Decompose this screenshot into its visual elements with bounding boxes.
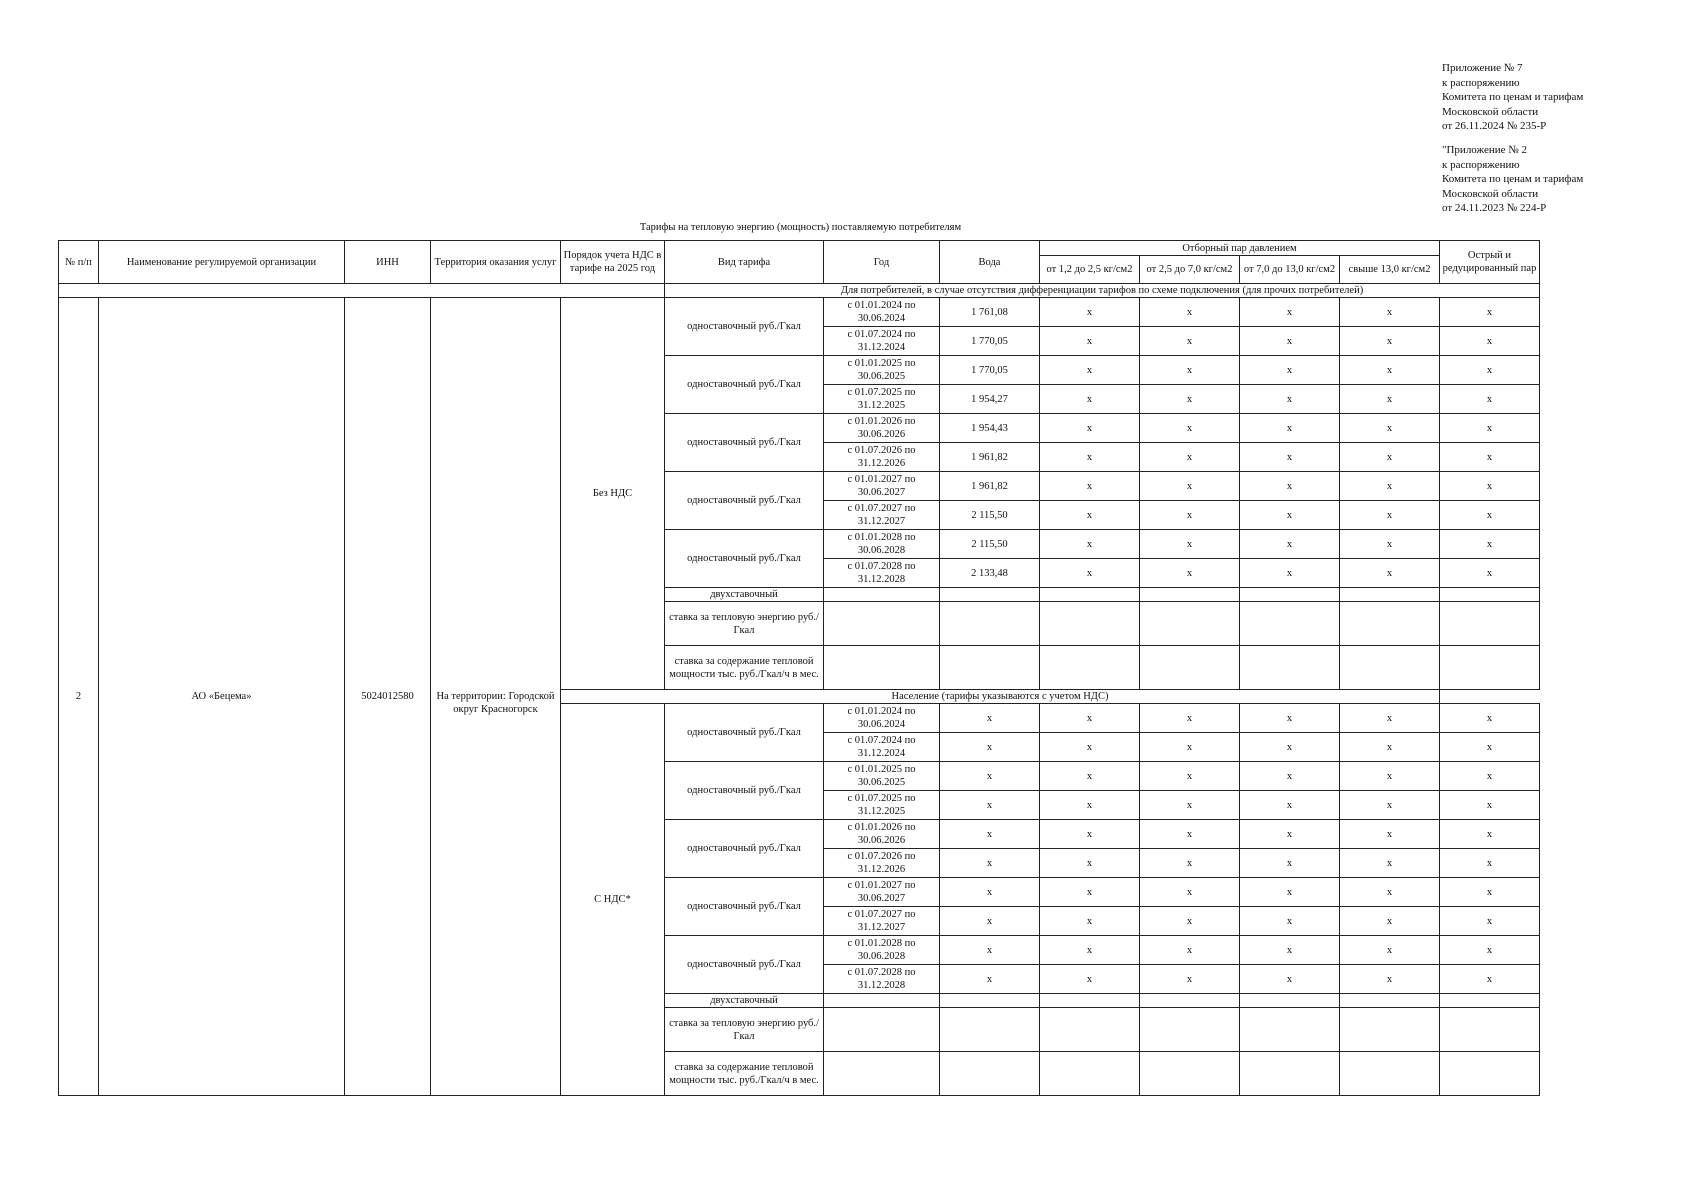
period: с 01.01.2027 по 30.06.2027 bbox=[824, 472, 940, 501]
empty-cell bbox=[1140, 646, 1240, 690]
steam-tariff: x bbox=[1240, 936, 1340, 965]
steam-tariff: x bbox=[1240, 965, 1340, 994]
table-body bbox=[59, 241, 1540, 1096]
steam-tariff: x bbox=[1040, 385, 1140, 414]
tariff-type: одноставочный руб./Гкал bbox=[665, 356, 824, 414]
empty-cell bbox=[1140, 1052, 1240, 1096]
steam-tariff: x bbox=[1240, 385, 1340, 414]
steam-tariff: x bbox=[1440, 559, 1540, 588]
period: с 01.01.2025 по 30.06.2025 bbox=[824, 762, 940, 791]
steam-tariff: x bbox=[1440, 530, 1540, 559]
steam-tariff: x bbox=[1440, 704, 1540, 733]
section-heading: Для потребителей, в случае отсутствия дифференциации тарифов по схеме подключения (для прочих потребителей) bbox=[665, 284, 1540, 298]
steam-tariff: x bbox=[1240, 849, 1340, 878]
steam-tariff: x bbox=[1440, 791, 1540, 820]
steam-tariff: x bbox=[1440, 907, 1540, 936]
empty-cell bbox=[940, 588, 1040, 602]
steam-tariff: x bbox=[1340, 356, 1440, 385]
empty-cell bbox=[1140, 1008, 1240, 1052]
period: с 01.07.2025 по 31.12.2025 bbox=[824, 385, 940, 414]
capacity-rate-label: ставка за содержание тепловой мощности тыс. руб./Гкал/ч в мес. bbox=[665, 646, 824, 690]
col-header-steam-group: Отборный пар давлением bbox=[1040, 241, 1440, 256]
steam-tariff: x bbox=[1040, 356, 1140, 385]
steam-tariff: x bbox=[1140, 530, 1240, 559]
steam-tariff: x bbox=[1140, 327, 1240, 356]
steam-tariff: x bbox=[1040, 559, 1140, 588]
header-row bbox=[59, 241, 1540, 256]
col-header-steam-2: от 2,5 до 7,0 кг/см2 bbox=[1140, 256, 1240, 284]
steam-tariff: x bbox=[1340, 327, 1440, 356]
steam-tariff: x bbox=[1340, 501, 1440, 530]
steam-tariff: x bbox=[1040, 762, 1140, 791]
period: с 01.01.2025 по 30.06.2025 bbox=[824, 356, 940, 385]
water-tariff: 2 115,50 bbox=[940, 530, 1040, 559]
steam-tariff: x bbox=[1140, 878, 1240, 907]
water-tariff: x bbox=[940, 936, 1040, 965]
col-header-sharp-steam: Острый и редуцированный пар bbox=[1440, 241, 1540, 284]
steam-tariff: x bbox=[1040, 298, 1140, 327]
col-header-steam-3: от 7,0 до 13,0 кг/см2 bbox=[1240, 256, 1340, 284]
tariff-type: одноставочный руб./Гкал bbox=[665, 414, 824, 472]
steam-tariff: x bbox=[1040, 936, 1140, 965]
steam-tariff: x bbox=[1440, 385, 1540, 414]
org-name: АО «Бецема» bbox=[99, 298, 345, 1096]
capacity-rate-label: ставка за содержание тепловой мощности тыс. руб./Гкал/ч в мес. bbox=[665, 1052, 824, 1096]
water-tariff: 1 954,27 bbox=[940, 385, 1040, 414]
steam-tariff: x bbox=[1340, 791, 1440, 820]
empty-cell bbox=[824, 588, 940, 602]
period: с 01.07.2028 по 31.12.2028 bbox=[824, 965, 940, 994]
steam-tariff: x bbox=[1140, 501, 1240, 530]
steam-tariff: x bbox=[1340, 472, 1440, 501]
empty-cell bbox=[940, 1052, 1040, 1096]
empty-cell bbox=[1240, 602, 1340, 646]
steam-tariff: x bbox=[1240, 501, 1340, 530]
steam-tariff: x bbox=[1340, 878, 1440, 907]
period: с 01.01.2027 по 30.06.2027 bbox=[824, 878, 940, 907]
steam-tariff: x bbox=[1240, 704, 1340, 733]
appendix-header bbox=[1442, 61, 1583, 134]
steam-tariff: x bbox=[1040, 849, 1140, 878]
water-tariff: x bbox=[940, 791, 1040, 820]
period: с 01.07.2024 по 31.12.2024 bbox=[824, 733, 940, 762]
period: с 01.01.2026 по 30.06.2026 bbox=[824, 414, 940, 443]
tariff-type: одноставочный руб./Гкал bbox=[665, 820, 824, 878]
empty-cell bbox=[1340, 646, 1440, 690]
energy-rate-label: ставка за тепловую энергию руб./Гкал bbox=[665, 602, 824, 646]
steam-tariff: x bbox=[1140, 820, 1240, 849]
table-title: Тарифы на тепловую энергию (мощность) поставляемую потребителям bbox=[639, 222, 962, 233]
steam-tariff: x bbox=[1340, 298, 1440, 327]
empty-cell bbox=[1040, 602, 1140, 646]
water-tariff: 1 961,82 bbox=[940, 472, 1040, 501]
tariff-type: одноставочный руб./Гкал bbox=[665, 530, 824, 588]
steam-tariff: x bbox=[1240, 733, 1340, 762]
prior-header-line: Московской области bbox=[1442, 187, 1539, 200]
steam-tariff: x bbox=[1040, 443, 1140, 472]
appendix-header-line: Комитета по ценам и тарифам bbox=[1442, 91, 1584, 103]
empty-cell bbox=[940, 994, 1040, 1008]
steam-tariff: x bbox=[1240, 298, 1340, 327]
steam-tariff: x bbox=[1140, 472, 1240, 501]
steam-tariff: x bbox=[1040, 965, 1140, 994]
col-header-territory: Территория оказания услуг bbox=[431, 241, 561, 284]
empty-cell bbox=[1440, 1052, 1540, 1096]
tariff-type: одноставочный руб./Гкал bbox=[665, 936, 824, 994]
steam-tariff: x bbox=[1340, 849, 1440, 878]
water-tariff: 1 770,05 bbox=[940, 356, 1040, 385]
period: с 01.07.2025 по 31.12.2025 bbox=[824, 791, 940, 820]
steam-tariff: x bbox=[1040, 501, 1140, 530]
steam-tariff: x bbox=[1140, 443, 1240, 472]
col-header-steam-4: свыше 13,0 кг/см2 bbox=[1340, 256, 1440, 284]
steam-tariff: x bbox=[1240, 414, 1340, 443]
steam-tariff: x bbox=[1040, 878, 1140, 907]
steam-tariff: x bbox=[1340, 733, 1440, 762]
empty-cell bbox=[1440, 588, 1540, 602]
appendix-header-line: Приложение № 7 bbox=[1442, 62, 1523, 74]
steam-tariff: x bbox=[1140, 965, 1240, 994]
water-tariff: x bbox=[940, 849, 1040, 878]
empty-cell bbox=[1340, 602, 1440, 646]
steam-tariff: x bbox=[1340, 414, 1440, 443]
tariff-type: одноставочный руб./Гкал bbox=[665, 472, 824, 530]
empty-cell bbox=[1140, 588, 1240, 602]
section-heading: Население (тарифы указываются с учетом НДС) bbox=[561, 690, 1440, 704]
period: с 01.07.2028 по 31.12.2028 bbox=[824, 559, 940, 588]
col-header-year: Год bbox=[824, 241, 940, 284]
steam-tariff: x bbox=[1140, 936, 1240, 965]
steam-tariff: x bbox=[1040, 704, 1140, 733]
water-tariff: 2 133,48 bbox=[940, 559, 1040, 588]
steam-tariff: x bbox=[1340, 762, 1440, 791]
water-tariff: 1 954,43 bbox=[940, 414, 1040, 443]
water-tariff: 1 770,05 bbox=[940, 327, 1040, 356]
steam-tariff: x bbox=[1040, 907, 1140, 936]
water-tariff: x bbox=[940, 762, 1040, 791]
steam-tariff: x bbox=[1440, 501, 1540, 530]
org-inn: 5024012580 bbox=[345, 298, 431, 1096]
empty-cell bbox=[1240, 1008, 1340, 1052]
tariff-type: одноставочный руб./Гкал bbox=[665, 762, 824, 820]
steam-tariff: x bbox=[1240, 820, 1340, 849]
col-header-tariff-type: Вид тарифа bbox=[665, 241, 824, 284]
water-tariff: x bbox=[940, 965, 1040, 994]
steam-tariff: x bbox=[1440, 936, 1540, 965]
steam-tariff: x bbox=[1240, 356, 1340, 385]
water-tariff: x bbox=[940, 907, 1040, 936]
water-tariff: x bbox=[940, 704, 1040, 733]
steam-tariff: x bbox=[1440, 356, 1540, 385]
empty-cell bbox=[824, 1052, 940, 1096]
steam-tariff: x bbox=[1440, 414, 1540, 443]
empty-cell bbox=[1140, 602, 1240, 646]
col-header-num: № п/п bbox=[59, 241, 99, 284]
empty-cell bbox=[940, 602, 1040, 646]
steam-tariff: x bbox=[1040, 733, 1140, 762]
col-header-vat-order: Порядок учета НДС в тарифе на 2025 год bbox=[561, 241, 665, 284]
prior-appendix-header bbox=[1442, 143, 1583, 216]
steam-tariff: x bbox=[1140, 559, 1240, 588]
empty-cell bbox=[940, 1008, 1040, 1052]
appendix-header-line: Московской области bbox=[1442, 105, 1539, 118]
steam-tariff: x bbox=[1040, 414, 1140, 443]
col-header-steam-1: от 1,2 до 2,5 кг/см2 bbox=[1040, 256, 1140, 284]
steam-tariff: x bbox=[1340, 385, 1440, 414]
steam-tariff: x bbox=[1240, 791, 1340, 820]
empty-cell bbox=[940, 646, 1040, 690]
steam-tariff: x bbox=[1240, 762, 1340, 791]
empty-cell bbox=[1440, 602, 1540, 646]
empty-cell bbox=[824, 1008, 940, 1052]
period: с 01.07.2024 по 31.12.2024 bbox=[824, 327, 940, 356]
section-heading-blank bbox=[59, 284, 665, 298]
empty-cell bbox=[1240, 1052, 1340, 1096]
empty-cell bbox=[824, 646, 940, 690]
steam-tariff: x bbox=[1040, 820, 1140, 849]
steam-tariff: x bbox=[1040, 472, 1140, 501]
period: с 01.01.2028 по 30.06.2028 bbox=[824, 530, 940, 559]
steam-tariff: x bbox=[1340, 704, 1440, 733]
steam-tariff: x bbox=[1240, 472, 1340, 501]
empty-cell bbox=[824, 994, 940, 1008]
steam-tariff: x bbox=[1440, 443, 1540, 472]
steam-tariff: x bbox=[1340, 965, 1440, 994]
steam-tariff: x bbox=[1140, 704, 1240, 733]
steam-tariff: x bbox=[1440, 327, 1540, 356]
steam-tariff: x bbox=[1240, 443, 1340, 472]
empty-cell bbox=[1040, 646, 1140, 690]
period: с 01.01.2024 по 30.06.2024 bbox=[824, 298, 940, 327]
steam-tariff: x bbox=[1340, 907, 1440, 936]
water-tariff: x bbox=[940, 878, 1040, 907]
steam-tariff: x bbox=[1440, 298, 1540, 327]
steam-tariff: x bbox=[1240, 530, 1340, 559]
empty-cell bbox=[1440, 994, 1540, 1008]
prior-header-line: "Приложение № 2 bbox=[1442, 144, 1528, 156]
steam-tariff: x bbox=[1440, 820, 1540, 849]
period: с 01.01.2024 по 30.06.2024 bbox=[824, 704, 940, 733]
vat-order: С НДС* bbox=[561, 704, 665, 1096]
prior-header-line: от 24.11.2023 № 224-Р bbox=[1442, 202, 1547, 214]
steam-tariff: x bbox=[1240, 907, 1340, 936]
col-header-org-name: Наименование регулируемой организации bbox=[99, 241, 345, 284]
empty-cell bbox=[1340, 1052, 1440, 1096]
org-territory: На территории: Городской округ Красногорск bbox=[431, 298, 561, 1096]
steam-tariff: x bbox=[1140, 414, 1240, 443]
steam-tariff: x bbox=[1440, 965, 1540, 994]
steam-tariff: x bbox=[1340, 530, 1440, 559]
steam-tariff: x bbox=[1240, 327, 1340, 356]
steam-tariff: x bbox=[1440, 878, 1540, 907]
org-number: 2 bbox=[59, 298, 99, 1096]
steam-tariff: x bbox=[1240, 559, 1340, 588]
steam-tariff: x bbox=[1440, 472, 1540, 501]
empty-cell bbox=[1440, 1008, 1540, 1052]
water-tariff: 1 961,82 bbox=[940, 443, 1040, 472]
steam-tariff: x bbox=[1240, 878, 1340, 907]
steam-tariff: x bbox=[1340, 559, 1440, 588]
empty-cell bbox=[1040, 1052, 1140, 1096]
appendix-header-line: к распоряжению bbox=[1442, 76, 1520, 89]
steam-tariff: x bbox=[1340, 936, 1440, 965]
steam-tariff: x bbox=[1340, 820, 1440, 849]
empty-cell bbox=[824, 602, 940, 646]
steam-tariff: x bbox=[1040, 791, 1140, 820]
two-rate-label: двухставочный bbox=[665, 994, 824, 1008]
period: с 01.01.2026 по 30.06.2026 bbox=[824, 820, 940, 849]
water-tariff: 1 761,08 bbox=[940, 298, 1040, 327]
empty-cell bbox=[1040, 588, 1140, 602]
section-heading-row bbox=[59, 284, 1540, 298]
empty-cell bbox=[1240, 994, 1340, 1008]
steam-tariff: x bbox=[1440, 733, 1540, 762]
steam-tariff: x bbox=[1140, 733, 1240, 762]
steam-tariff: x bbox=[1140, 298, 1240, 327]
prior-header-line: Комитета по ценам и тарифам bbox=[1442, 173, 1584, 185]
tariff-table bbox=[58, 240, 1540, 1096]
water-tariff: x bbox=[940, 820, 1040, 849]
steam-tariff: x bbox=[1140, 907, 1240, 936]
period: с 01.07.2026 по 31.12.2026 bbox=[824, 849, 940, 878]
vat-order: Без НДС bbox=[561, 298, 665, 690]
empty-cell bbox=[1140, 994, 1240, 1008]
two-rate-label: двухставочный bbox=[665, 588, 824, 602]
steam-tariff: x bbox=[1140, 791, 1240, 820]
empty-cell bbox=[1340, 994, 1440, 1008]
water-tariff: 2 115,50 bbox=[940, 501, 1040, 530]
table-row bbox=[59, 298, 1540, 327]
steam-tariff: x bbox=[1140, 356, 1240, 385]
steam-tariff: x bbox=[1440, 849, 1540, 878]
period: с 01.01.2028 по 30.06.2028 bbox=[824, 936, 940, 965]
tariff-type: одноставочный руб./Гкал bbox=[665, 298, 824, 356]
period: с 01.07.2026 по 31.12.2026 bbox=[824, 443, 940, 472]
empty-cell bbox=[1040, 1008, 1140, 1052]
prior-header-line: к распоряжению bbox=[1442, 158, 1520, 171]
col-header-inn: ИНН bbox=[345, 241, 431, 284]
tariff-type: одноставочный руб./Гкал bbox=[665, 704, 824, 762]
col-header-water: Вода bbox=[940, 241, 1040, 284]
water-tariff: x bbox=[940, 733, 1040, 762]
steam-tariff: x bbox=[1140, 849, 1240, 878]
steam-tariff: x bbox=[1040, 530, 1140, 559]
steam-tariff: x bbox=[1340, 443, 1440, 472]
empty-cell bbox=[1440, 646, 1540, 690]
empty-cell bbox=[1340, 1008, 1440, 1052]
empty-cell bbox=[1040, 994, 1140, 1008]
period: с 01.07.2027 по 31.12.2027 bbox=[824, 907, 940, 936]
energy-rate-label: ставка за тепловую энергию руб./Гкал bbox=[665, 1008, 824, 1052]
empty-cell bbox=[1240, 588, 1340, 602]
empty-cell bbox=[1340, 588, 1440, 602]
tariff-type: одноставочный руб./Гкал bbox=[665, 878, 824, 936]
steam-tariff: x bbox=[1040, 327, 1140, 356]
steam-tariff: x bbox=[1140, 385, 1240, 414]
steam-tariff: x bbox=[1440, 762, 1540, 791]
empty-cell bbox=[1240, 646, 1340, 690]
appendix-header-line: от 26.11.2024 № 235-Р bbox=[1442, 120, 1547, 132]
period: с 01.07.2027 по 31.12.2027 bbox=[824, 501, 940, 530]
steam-tariff: x bbox=[1140, 762, 1240, 791]
